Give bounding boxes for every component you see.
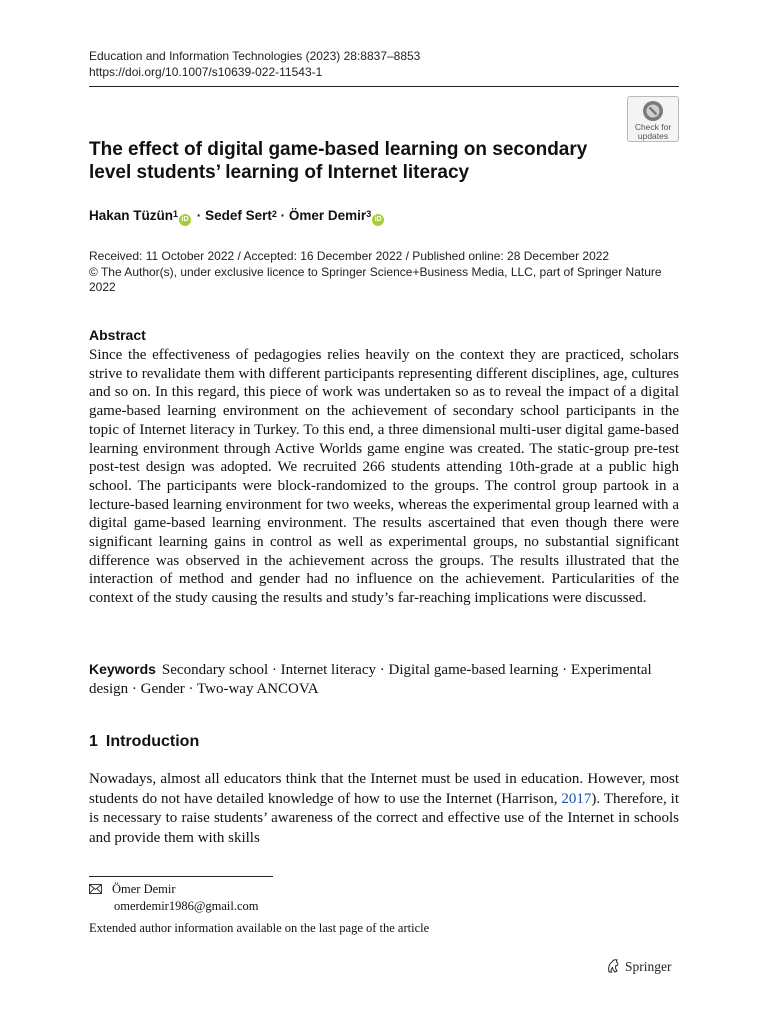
author-affiliation: 1 xyxy=(173,209,179,219)
keywords-text: Secondary school · Internet literacy · Digital game-based learning · Experimental design · Gender · Two-way ANCOVA xyxy=(89,662,652,697)
author-separator: · xyxy=(196,208,202,223)
author-name[interactable]: Ömer Demir xyxy=(288,208,367,223)
journal-header xyxy=(89,48,420,80)
history-dates: Received: 11 October 2022 / Accepted: 16 December 2022 / Published online: 28 December 2022 xyxy=(89,249,610,263)
publisher-name: Springer xyxy=(625,959,672,974)
abstract-heading: Abstract xyxy=(89,327,146,343)
footnote-rule xyxy=(89,876,273,877)
check-for-updates-icon xyxy=(642,100,664,122)
badge-line1: Check for xyxy=(634,122,672,132)
extended-author-info: Extended author information available on the last page of the article xyxy=(89,921,430,935)
copyright-line: © The Author(s), under exclusive licence to Springer Science+Business Media, LLC, part of Springer Nature 2022 xyxy=(89,264,662,294)
author-separator: · xyxy=(280,208,286,223)
section-heading xyxy=(89,732,199,752)
section-number: 1 xyxy=(89,733,98,750)
check-for-updates-badge[interactable] xyxy=(627,96,679,142)
section-title: Introduction xyxy=(105,733,200,750)
corresponding-email[interactable]: omerdemir1986@gmail.com xyxy=(114,899,259,913)
keywords xyxy=(89,660,679,698)
corresponding-author xyxy=(89,881,258,914)
orcid-icon[interactable]: iD xyxy=(372,214,384,226)
doi-link[interactable]: https://doi.org/10.1007/s10639-022-11543-1 xyxy=(89,65,323,79)
author-affiliation: 2 xyxy=(271,209,277,219)
publication-dates xyxy=(89,249,679,296)
header-rule xyxy=(89,86,679,87)
citation-link[interactable]: 2017 xyxy=(561,790,592,807)
journal-citation: Education and Information Technologies (2023) 28:8837–8853 xyxy=(89,49,421,63)
keywords-label: Keywords xyxy=(89,661,156,677)
intro-text-start: Nowadays, almost all educators think that the Internet must be used in education. However, most students do not have detailed knowledge of how to use the Internet (Harrison, xyxy=(89,771,679,807)
introduction-paragraph xyxy=(89,770,679,848)
author-affiliation: 3 xyxy=(366,209,372,219)
author-list xyxy=(89,207,386,226)
corresponding-name: Ömer Demir xyxy=(112,882,176,896)
publisher-logo xyxy=(605,958,672,976)
abstract-body: Since the effectiveness of pedagogies relies heavily on the context they are practiced, scholars strive to revalidate them with different participants representing different disciplines, age, cultures and so on. In this regard, this piece of work was undertaken so as to reveal the impact of a digital game-based learning environment on the achievement of secondary school participants in the topic of Internet literacy in Turkey. To this end, a three dimensional multi-user digital game-based learning environment through Active Worlds game engine was created. The static-group pre-test post-test design was adopted. We recruited 266 students attending 10th-grade at a public high school. The participants were block-randomized to the groups. The control group partook in a lecture-based learning environment for two weeks, whereas the experimental group learned with a digital game-based learning environment. The results ascertained that even though there were significant learning gains in control as well as experimental groups, no substantial significant difference was observed in the achievement across the groups. The results illustrated that the interaction of method and gender had no influence on the achievement. Particularities of the context of the study causing the results and study’s far-reaching implications were discussed. xyxy=(89,347,679,607)
author-name[interactable]: Hakan Tüzün xyxy=(89,208,174,223)
springer-horse-icon xyxy=(605,958,621,974)
envelope-icon xyxy=(89,882,102,898)
orcid-icon[interactable]: iD xyxy=(179,214,191,226)
author-name[interactable]: Sedef Sert xyxy=(205,208,272,223)
intro-text-end: ). Therefore, it is necessary to raise students’ awareness of the correct and effective use of the Internet in schools and provide them with skills xyxy=(89,790,679,846)
badge-line2: updates xyxy=(637,131,669,141)
article-title: The effect of digital game-based learning on secondary level students’ learning of Internet literacy xyxy=(89,139,588,183)
